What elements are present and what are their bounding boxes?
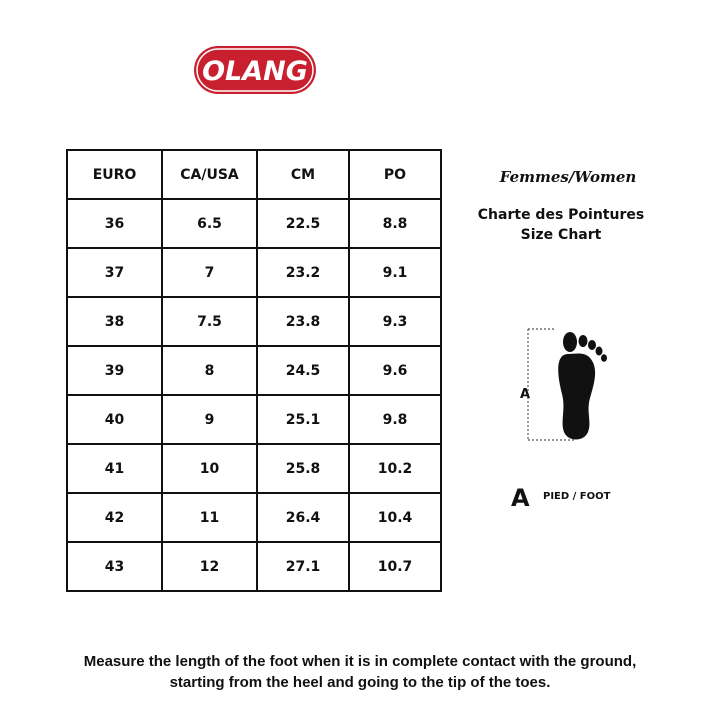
measurement-instructions — [20, 651, 700, 693]
table-row — [67, 493, 441, 542]
cell-cm: 23.8 — [257, 297, 349, 346]
cell-cm: 25.8 — [257, 444, 349, 493]
cell-euro: 41 — [67, 444, 162, 493]
table-row — [67, 199, 441, 248]
table-row — [67, 395, 441, 444]
cell-po: 10.2 — [349, 444, 441, 493]
chart-subtitle — [458, 205, 664, 245]
logo-text: OLANG — [202, 56, 308, 87]
cell-ca-usa: 9 — [162, 395, 257, 444]
cell-po: 9.6 — [349, 346, 441, 395]
cell-cm: 24.5 — [257, 346, 349, 395]
cell-euro: 42 — [67, 493, 162, 542]
cell-ca-usa: 7 — [162, 248, 257, 297]
instructions-line-2: starting from the heel and going to the tip of the toes. — [169, 674, 551, 691]
cell-ca-usa: 10 — [162, 444, 257, 493]
cell-ca-usa: 6.5 — [162, 199, 257, 248]
legend-letter: A — [511, 484, 530, 512]
cell-euro: 39 — [67, 346, 162, 395]
table-row — [67, 248, 441, 297]
cell-cm: 27.1 — [257, 542, 349, 591]
table-row — [67, 297, 441, 346]
toe-5 — [601, 354, 607, 362]
cell-euro: 38 — [67, 297, 162, 346]
cell-po: 8.8 — [349, 199, 441, 248]
table-row — [67, 542, 441, 591]
cell-euro: 43 — [67, 542, 162, 591]
cell-cm: 26.4 — [257, 493, 349, 542]
olang-logo — [192, 44, 318, 96]
cell-po: 10.7 — [349, 542, 441, 591]
big-toe — [563, 332, 577, 352]
foot-measure-diagram — [516, 324, 616, 444]
sole-shape — [558, 354, 595, 440]
header-ca-usa: CA/USA — [162, 150, 257, 199]
toe-4 — [596, 347, 603, 356]
cell-cm: 25.1 — [257, 395, 349, 444]
cell-cm: 23.2 — [257, 248, 349, 297]
toe-2 — [579, 335, 588, 347]
table-row — [67, 444, 441, 493]
measure-letter: A — [520, 387, 531, 402]
cell-euro: 36 — [67, 199, 162, 248]
cell-po: 9.8 — [349, 395, 441, 444]
table-header-row — [67, 150, 441, 199]
header-cm: CM — [257, 150, 349, 199]
cell-po: 10.4 — [349, 493, 441, 542]
cell-ca-usa: 8 — [162, 346, 257, 395]
olang-logo-badge — [192, 44, 318, 96]
instructions-line-1: Measure the length of the foot when it is in complete contact with the ground, — [83, 653, 637, 670]
toe-3 — [588, 340, 596, 350]
cell-po: 9.1 — [349, 248, 441, 297]
cell-euro: 40 — [67, 395, 162, 444]
cell-euro: 37 — [67, 248, 162, 297]
foot-icon — [516, 324, 616, 444]
cell-ca-usa: 12 — [162, 542, 257, 591]
header-euro: EURO — [67, 150, 162, 199]
subtitle-line-2: Size Chart — [520, 227, 602, 243]
cell-ca-usa: 11 — [162, 493, 257, 542]
cell-po: 9.3 — [349, 297, 441, 346]
cell-ca-usa: 7.5 — [162, 297, 257, 346]
header-po: PO — [349, 150, 441, 199]
legend-text: PIED / FOOT — [543, 491, 611, 502]
size-chart-table — [66, 149, 442, 592]
subtitle-line-1: Charte des Pointures — [477, 207, 645, 223]
table-row — [67, 346, 441, 395]
chart-category-title: Femmes/Women — [499, 168, 637, 186]
cell-cm: 22.5 — [257, 199, 349, 248]
